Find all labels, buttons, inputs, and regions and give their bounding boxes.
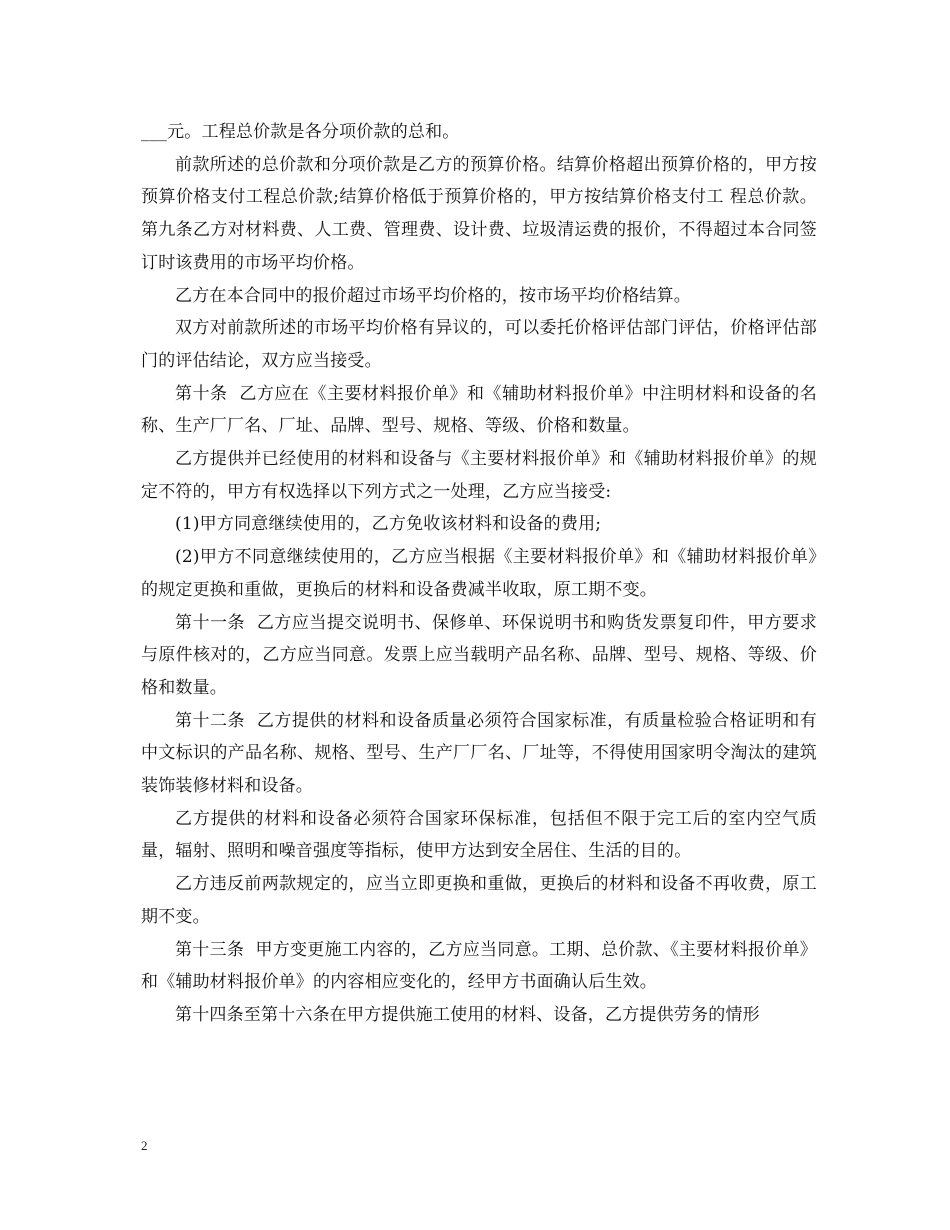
paragraph-4: 双方对前款所述的市场平均价格有异议的，可以委托价格评估部门评估，价格评估部门的评估结论，双方应当接受。 (141, 318, 817, 371)
paragraph-12: 乙方违反前两款规定的，应当立即更换和重做，更换后的材料和设备不再收费，原工期不变。 (141, 874, 817, 927)
paragraph-7: (1)甲方同意继续使用的，乙方免收该材料和设备的费用; (175, 514, 602, 535)
paragraph-3: 乙方在本合同中的报价超过市场平均价格的，按市场平均价格结算。 (175, 285, 691, 306)
paragraph-10: 第十二条 乙方提供的材料和设备质量必须符合国家标准，有质量检验合格证明和有中文标识的产品名称、规格、型号、生产厂厂名、厂址等，不得使用国家明令淘汰的建筑装饰装修材料和设备。 (141, 710, 817, 797)
paragraph-6: 乙方提供并已经使用的材料和设备与《主要材料报价单》和《辅助材料报价单》的规定不符的，甲方有权选择以下列方式之一处理，乙方应当接受: (141, 449, 817, 502)
paragraph-11: 乙方提供的材料和设备必须符合国家环保标准，包括但不限于完工后的室内空气质量，辐射、照明和噪音强度等指标，使甲方达到安全居住、生活的目的。 (141, 808, 817, 862)
paragraph-5: 第十条 乙方应在《主要材料报价单》和《辅助材料报价单》中注明材料和设备的名称、生产厂厂名、厂址、品牌、型号、规格、等级、价格和数量。 (141, 383, 817, 437)
page-number: 2 (141, 1138, 148, 1153)
paragraph-9: 第十一条 乙方应当提交说明书、保修单、环保说明书和购货发票复印件，甲方要求与原件核对的，乙方应当同意。发票上应当载明产品名称、品牌、型号、规格、等级、价格和数量。 (141, 612, 817, 698)
document-body (141, 116, 817, 1032)
paragraph-2: 前款所述的总价款和分项价款是乙方的预算价格。结算价格超出预算价格的，甲方按预算价格支付工程总价款;结算价格低于预算价格的，甲方按结算价格支付工 程总价款。第九条乙方对材料费、人工费、管理费、设计费、垃圾清运费的报价，不得超过本合同签订时该费用的市场平均价格。 (141, 154, 817, 273)
paragraph-13: 第十三条 甲方变更施工内容的，乙方应当同意。工期、总价款、《主要材料报价单》和《辅助材料报价单》的内容相应变化的，经甲方书面确认后生效。 (141, 939, 817, 993)
paragraph-14: 第十四条至第十六条在甲方提供施工使用的材料、设备，乙方提供劳务的情形 (175, 1004, 760, 1025)
paragraph-1: ___元。工程总价款是各分项价款的总和。 (141, 122, 460, 142)
paragraph-8: (2)甲方不同意继续使用的，乙方应当根据《主要材料报价单》和《辅助材料报价单》的规定更换和重做，更换后的材料和设备费减半收取，原工期不变。 (141, 547, 817, 600)
